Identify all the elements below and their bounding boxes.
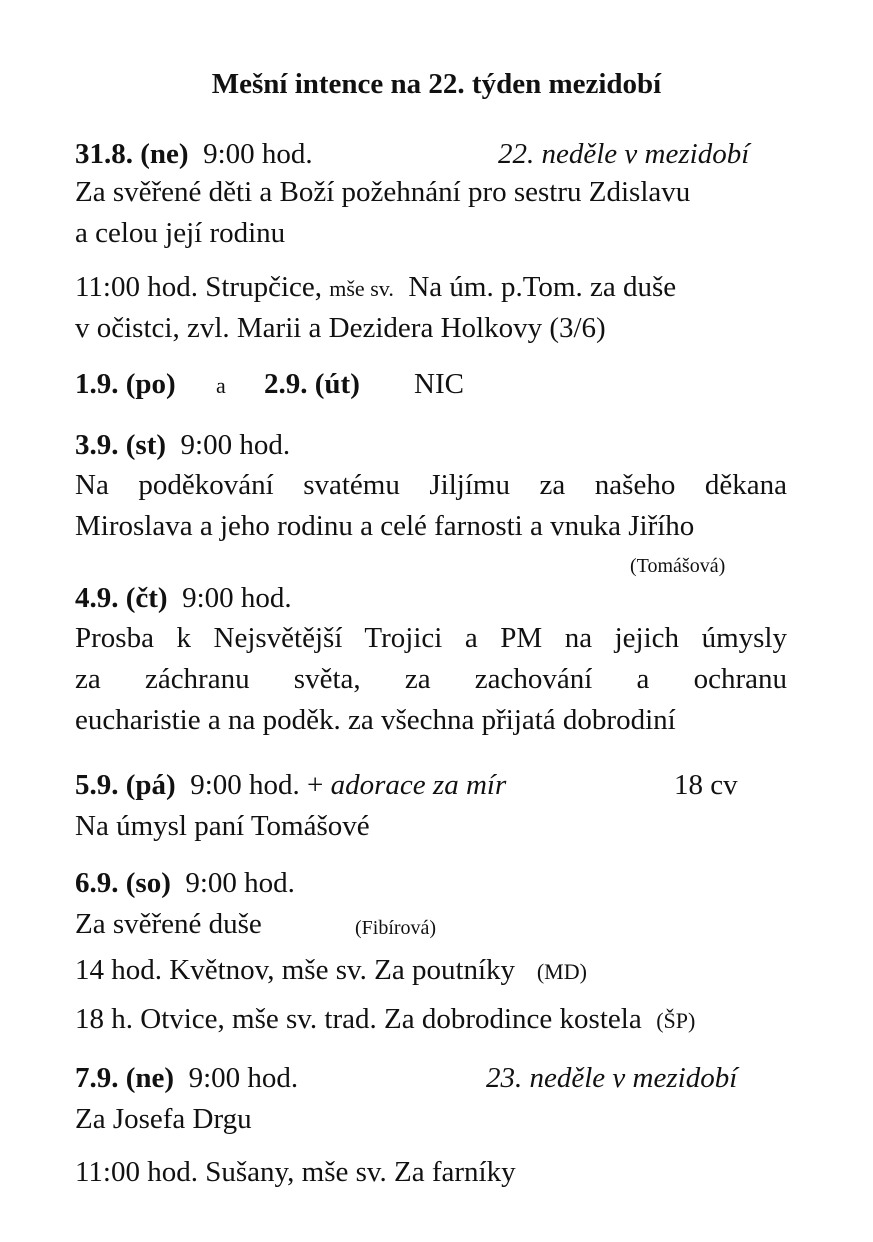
intention-line: v očistci, zvl. Marii a Dezidera Holkovy (3/6) (75, 312, 606, 344)
entry-time: 9:00 hod. (185, 867, 295, 899)
entry-date: 4.9. (čt) (75, 582, 168, 614)
entry-time: 9:00 hod. (203, 138, 313, 170)
mass-label: mše sv. (329, 276, 394, 301)
feast-label: 22. neděle v mezidobí (498, 138, 750, 170)
entry-date: 7.9. (ne) (75, 1062, 175, 1094)
adoration-label: adorace za mír (330, 769, 507, 801)
intention-text: NIC (414, 368, 464, 400)
intention-line: Za Josefa Drgu (75, 1103, 252, 1135)
entry-kvetnov (75, 952, 587, 990)
intention-line: eucharistie a na poděk. za všechna přijatá dobrodiní (75, 704, 676, 736)
intention-line: Za svěřené děti a Boží požehnání pro sestru Zdislavu (75, 176, 691, 208)
page-title: Mešní intence na 22. týden mezidobí (211, 68, 662, 100)
donor-note: (Fibírová) (355, 917, 437, 939)
entry-time: 9:00 hod. (182, 582, 292, 614)
entry-otvice (75, 1001, 695, 1039)
intention-line: za záchranu světa, za zachování a ochranu (75, 663, 787, 695)
entry-header-6-9 (75, 865, 295, 901)
entry-date: 2.9. (út) (264, 368, 360, 400)
intention-line: Za svěřené duše (75, 908, 262, 940)
cv-note: 18 cv (674, 769, 738, 801)
entry-date: 1.9. (po) (75, 368, 176, 400)
feast-label: 23. neděle v mezidobí (486, 1062, 738, 1094)
entry-header-3-9 (75, 427, 290, 463)
donor-note: (Tomášová) (630, 555, 726, 577)
entry-time-place: 11:00 hod. Strupčice, (75, 271, 322, 303)
entry-header-7-9 (75, 1060, 298, 1096)
intention-text: Na úm. p.Tom. za duše (408, 271, 677, 303)
conjunction: a (216, 373, 226, 398)
donor-note: (MD) (536, 959, 587, 984)
intention-line: Prosba k Nejsvětější Trojici a PM na jejich úmysly (75, 622, 787, 654)
entry-date: 6.9. (so) (75, 867, 171, 899)
entry-time: 9:00 hod. + (190, 769, 324, 801)
entry-header-4-9 (75, 580, 292, 616)
intention-line: Na úmysl paní Tomášové (75, 810, 370, 842)
entry-header-5-9 (75, 767, 506, 803)
entry-time: 9:00 hod. (188, 1062, 299, 1094)
entry-date: 31.8. (ne) (75, 138, 189, 170)
donor-note: (ŠP) (656, 1008, 696, 1033)
intention-line: a celou její rodinu (75, 217, 286, 249)
entry-time: 9:00 hod. (180, 429, 291, 461)
intention-line: Na poděkování svatému Jiljímu za našeho děkana (75, 469, 787, 501)
entry-date: 5.9. (pá) (75, 769, 176, 801)
intention-line: Miroslava a jeho rodinu a celé farnosti a vnuka Jiřího (75, 510, 695, 542)
entry-header-31-8 (75, 136, 313, 172)
entry-date: 3.9. (st) (75, 429, 167, 461)
entry-strupcice (75, 269, 676, 307)
intention-text: 14 hod. Květnov, mše sv. Za poutníky (75, 954, 516, 986)
intention-text: 18 h. Otvice, mše sv. trad. Za dobrodince kostela (75, 1003, 642, 1035)
intention-line: 11:00 hod. Sušany, mše sv. Za farníky (75, 1156, 516, 1188)
